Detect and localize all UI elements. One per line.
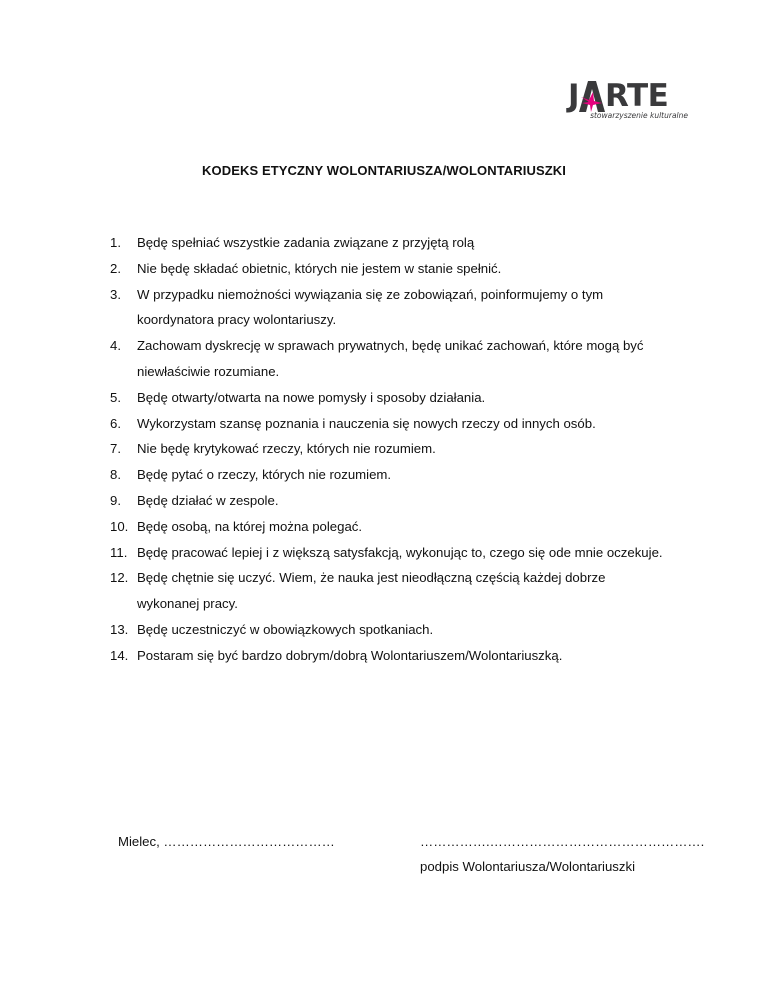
- jarte-logo: [568, 80, 690, 124]
- logo-a-shape: [579, 81, 605, 112]
- rule-text: W przypadku niemożności wywiązania się ze zobowiązań, poinformujemy o tym koordynatora pracy wolontariuszy.: [137, 286, 604, 328]
- list-item: [110, 230, 670, 256]
- rule-text: Będę otwarty/otwarta na nowe pomysły i sposoby działania.: [137, 389, 486, 405]
- rule-number: 8.: [110, 467, 121, 483]
- list-item: [110, 256, 670, 282]
- rule-number: 1.: [110, 235, 121, 250]
- signature-label: podpis Wolontariusza/Wolontariuszki: [420, 859, 636, 874]
- rule-number: 3.: [110, 286, 121, 302]
- rule-number: 2.: [110, 260, 121, 276]
- rule-text: Zachowam dyskrecję w sprawach prywatnych, będę unikać zachowań, które mogą być niewłaściwie rozumiane.: [137, 338, 644, 379]
- logo-tagline: stowarzyszenie kulturalne: [590, 111, 688, 120]
- rule-text: Postaram się być bardzo dobrym/dobrą Wolontariuszem/Wolontariuszką.: [137, 647, 563, 663]
- list-item: [110, 333, 670, 385]
- rule-number: 10.: [110, 518, 129, 534]
- rule-text: Nie będę składać obietnic, których nie jestem w stanie spełnić.: [137, 260, 502, 276]
- rule-number: 13.: [110, 621, 129, 637]
- rule-number: 4.: [110, 338, 121, 354]
- list-item: [110, 385, 670, 411]
- rule-text: Będę chętnie się uczyć. Wiem, że nauka jest nieodłączną częścią każdej dobrze wykonanej pracy.: [137, 570, 606, 612]
- list-item: [110, 436, 670, 462]
- rule-number: 9.: [110, 492, 121, 508]
- rule-text: Będę pytać o rzeczy, których nie rozumiem.: [137, 467, 392, 483]
- list-item: [110, 488, 670, 514]
- list-item: [110, 565, 670, 617]
- list-item: [110, 462, 670, 488]
- rule-text: Wykorzystam szansę poznania i nauczenia się nowych rzeczy od innych osób.: [137, 415, 596, 431]
- list-item: [110, 540, 670, 566]
- rule-text: Będę działać w zespole.: [137, 492, 279, 508]
- list-item: [110, 617, 670, 643]
- list-item: [110, 282, 670, 334]
- rule-number: 12.: [110, 570, 129, 586]
- logo-a-star-icon: [579, 80, 605, 112]
- list-item: [110, 514, 670, 540]
- rule-number: 7.: [110, 441, 121, 457]
- page-title: KODEKS ETYCZNY WOLONTARIUSZA/WOLONTARIUSZKI: [202, 163, 566, 178]
- rule-number: 6.: [110, 415, 121, 431]
- code-rules-list: [110, 230, 670, 669]
- signature-line: …………….………………………………………….: [420, 834, 705, 849]
- rule-number: 14.: [110, 647, 129, 663]
- logo-wordmark: [568, 80, 668, 112]
- rule-text: Będę uczestniczyć w obowiązkowych spotkaniach.: [137, 621, 434, 637]
- list-item: [110, 643, 670, 669]
- rule-number: 5.: [110, 389, 121, 405]
- logo-letter-j: J: [568, 78, 580, 114]
- rule-text: Nie będę krytykować rzeczy, których nie rozumiem.: [137, 441, 436, 457]
- rule-text: Będę spełniać wszystkie zadania związane z przyjętą rolą: [137, 235, 475, 250]
- rule-text: Będę osobą, na której można polegać.: [137, 518, 363, 534]
- list-item: [110, 411, 670, 437]
- rule-text: Będę pracować lepiej i z większą satysfakcją, wykonując to, czego się ode mnie oczekuje.: [137, 544, 663, 560]
- place-date-line: Mielec, …………………………………: [118, 834, 335, 849]
- rule-number: 11.: [110, 544, 128, 560]
- logo-letters-rte: RTE: [605, 78, 669, 114]
